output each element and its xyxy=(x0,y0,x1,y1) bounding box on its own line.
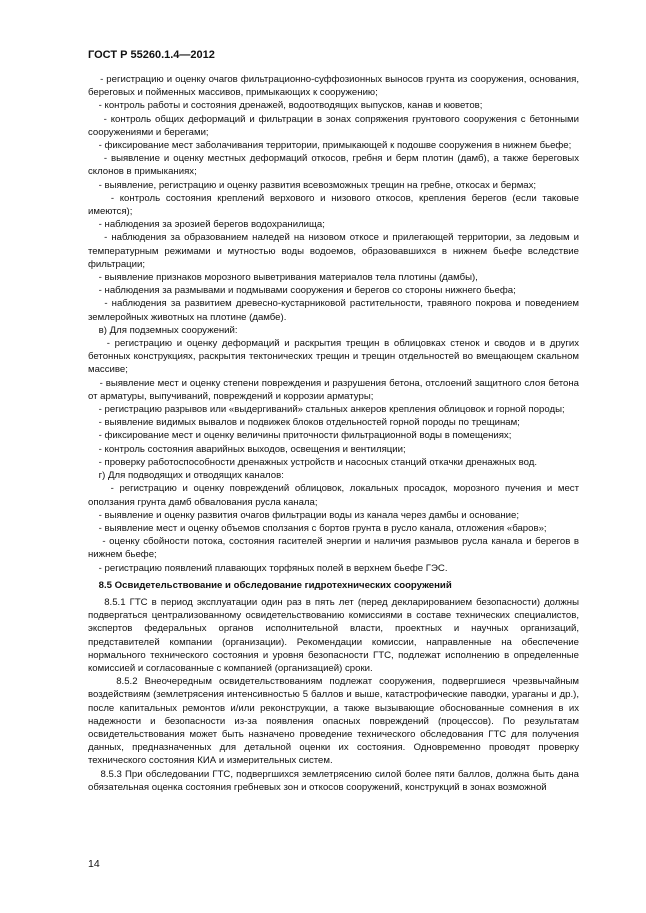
list-item: - выявление признаков морозного выветривания материалов тела плотины (дамбы), xyxy=(88,272,478,284)
list-item: - выявление мест и оценку объемов сползания с бортов грунта в русло канала, отложения «баров»; xyxy=(88,522,547,534)
list-item: - наблюдения за размывами и подмывами сооружения и берегов со стороны нижнего бьефа; xyxy=(88,285,516,297)
list-item: - выявление видимых вывалов и подвижек блоков отдельностей горной породы по трещинам; xyxy=(88,417,520,429)
list-item: - наблюдения за образованием наледей на низовом откосе и прилегающей территории, за ледовым и температурным режимами и мутностью воды водоемов, образовавшихся в нижнем бьефе вследствие фильтрации; xyxy=(88,232,579,270)
list-item: - контроль состояния аварийных выходов, освещения и вентиляции; xyxy=(88,443,406,455)
document-body xyxy=(88,73,579,794)
subsection-label: в) Для подземных сооружений: xyxy=(88,324,238,336)
list-item: - выявление и оценку местных деформаций откосов, гребня и берм плотин (дамб), а также береговых склонов в примыканиях; xyxy=(88,153,579,178)
list-item: - выявление мест и оценку степени повреждения и разрушения бетона, отслоений защитного слоя бетона от арматуры, выпучиваний, повреждений и коррозии арматуры; xyxy=(88,377,579,402)
list-item: - контроль общих деформаций и фильтрации в зонах сопряжения грунтового сооружения с бетонными сооружениями и берегами; xyxy=(88,113,579,138)
document-header: ГОСТ Р 55260.1.4—2012 xyxy=(88,49,215,61)
page-number: 14 xyxy=(88,858,100,870)
list-item: - регистрацию и оценку повреждений облицовок, локальных просадок, морозного пучения и мест оползания грунта дамб обвалования русла канала; xyxy=(88,483,579,508)
list-item: - контроль работы и состояния дренажей, водоотводящих выпусков, канав и кюветов; xyxy=(88,100,483,112)
list-item: - контроль состояния креплений верхового и низового откосов, крепления берегов (если таковые имеются); xyxy=(88,192,579,218)
list-item: - проверку работоспособности дренажных устройств и насосных станций откачки дренажных вод. xyxy=(88,456,538,468)
list-item: - выявление, регистрацию и оценку развития всевозможных трещин на гребне, откосах и бермах; xyxy=(88,179,537,191)
list-item: - регистрацию и оценку очагов фильтрационно-суффозионных выносов грунта из сооружения, основания, береговых и пойменных массивов, примыкающих к сооружению; xyxy=(88,74,579,99)
section-heading: 8.5 Освидетельствование и обследование гидротехнических сооружений xyxy=(88,579,452,591)
list-item: - наблюдения за эрозией берегов водохранилища; xyxy=(88,219,325,231)
list-item: - фиксирование мест и оценку величины приточности фильтрационной воды в помещениях; xyxy=(88,430,512,442)
list-item: - регистрацию разрывов или «выдергиваний» стальных анкеров крепления облицовок и горной породы; xyxy=(88,404,565,416)
body-paragraph: 8.5.2 Внеочередным освидетельствованиям подлежат сооружения, подвергшиеся чрезвычайным воздействиям (землетрясения интенсивностью 5 баллов и выше, катастрофические паводки, ураганы и др.), после капитальных ремонтов и/или реконструкции, а также вызывающие обоснованные сомнения в их надежности и безопасности из-за появления опасных повреждений (процессов). По результатам освидетельствования может быть назначено проведение технического обследования ГТС для получения данных, предназначенных для детальной оценки их состояния. Одновременно проводят проверку технического состояния КИА и измерительных систем. xyxy=(88,676,579,767)
list-item: - выявление и оценку развития очагов фильтрации воды из канала через дамбы и основание; xyxy=(88,509,520,521)
body-paragraph: 8.5.1 ГТС в период эксплуатации один раз в пять лет (перед декларированием безопасности) должны подвергаться централизованному освидетельствованию комиссиями в составе технических специалистов, экспертов федеральных органов исполнительной власти, проектных и научных организаций, представителей компании (организации). Рекомендации комиссии, направленные на обеспечение нормального технического состояния и уровня безопасности ГТС, подлежат исполнению в определенные комиссией и согласованные с компанией (организацией) сроки. xyxy=(88,596,579,674)
list-item: - наблюдения за развитием древесно-кустарниковой растительности, травяного покрова и поведением землеройных животных на плотине (дамбе). xyxy=(88,298,579,323)
list-item: - регистрацию и оценку деформаций и раскрытия трещин в облицовках стенок и сводов и в других бетонных конструкциях, раскрытия тектонических трещин и трещин отдельностей во вмещающем скальном массиве; xyxy=(88,338,579,376)
list-item: - регистрацию появлений плавающих торфяных полей в верхнем бьефе ГЭС. xyxy=(88,562,448,574)
list-item: - оценку сбойности потока, состояния гасителей энергии и наличия размывов русла канала и берегов в нижнем бьефе; xyxy=(88,536,579,561)
list-item: - фиксирование мест заболачивания территории, примыкающей к подошве сооружения в нижнем бьефе; xyxy=(88,140,572,152)
body-paragraph: 8.5.3 При обследовании ГТС, подвергшихся землетрясению силой более пяти баллов, должна быть дана обязательная оценка состояния гребневых зон и откосов сооружений, конструкций в зонах возможной xyxy=(88,768,579,793)
subsection-label: г) Для подводящих и отводящих каналов: xyxy=(88,470,284,482)
